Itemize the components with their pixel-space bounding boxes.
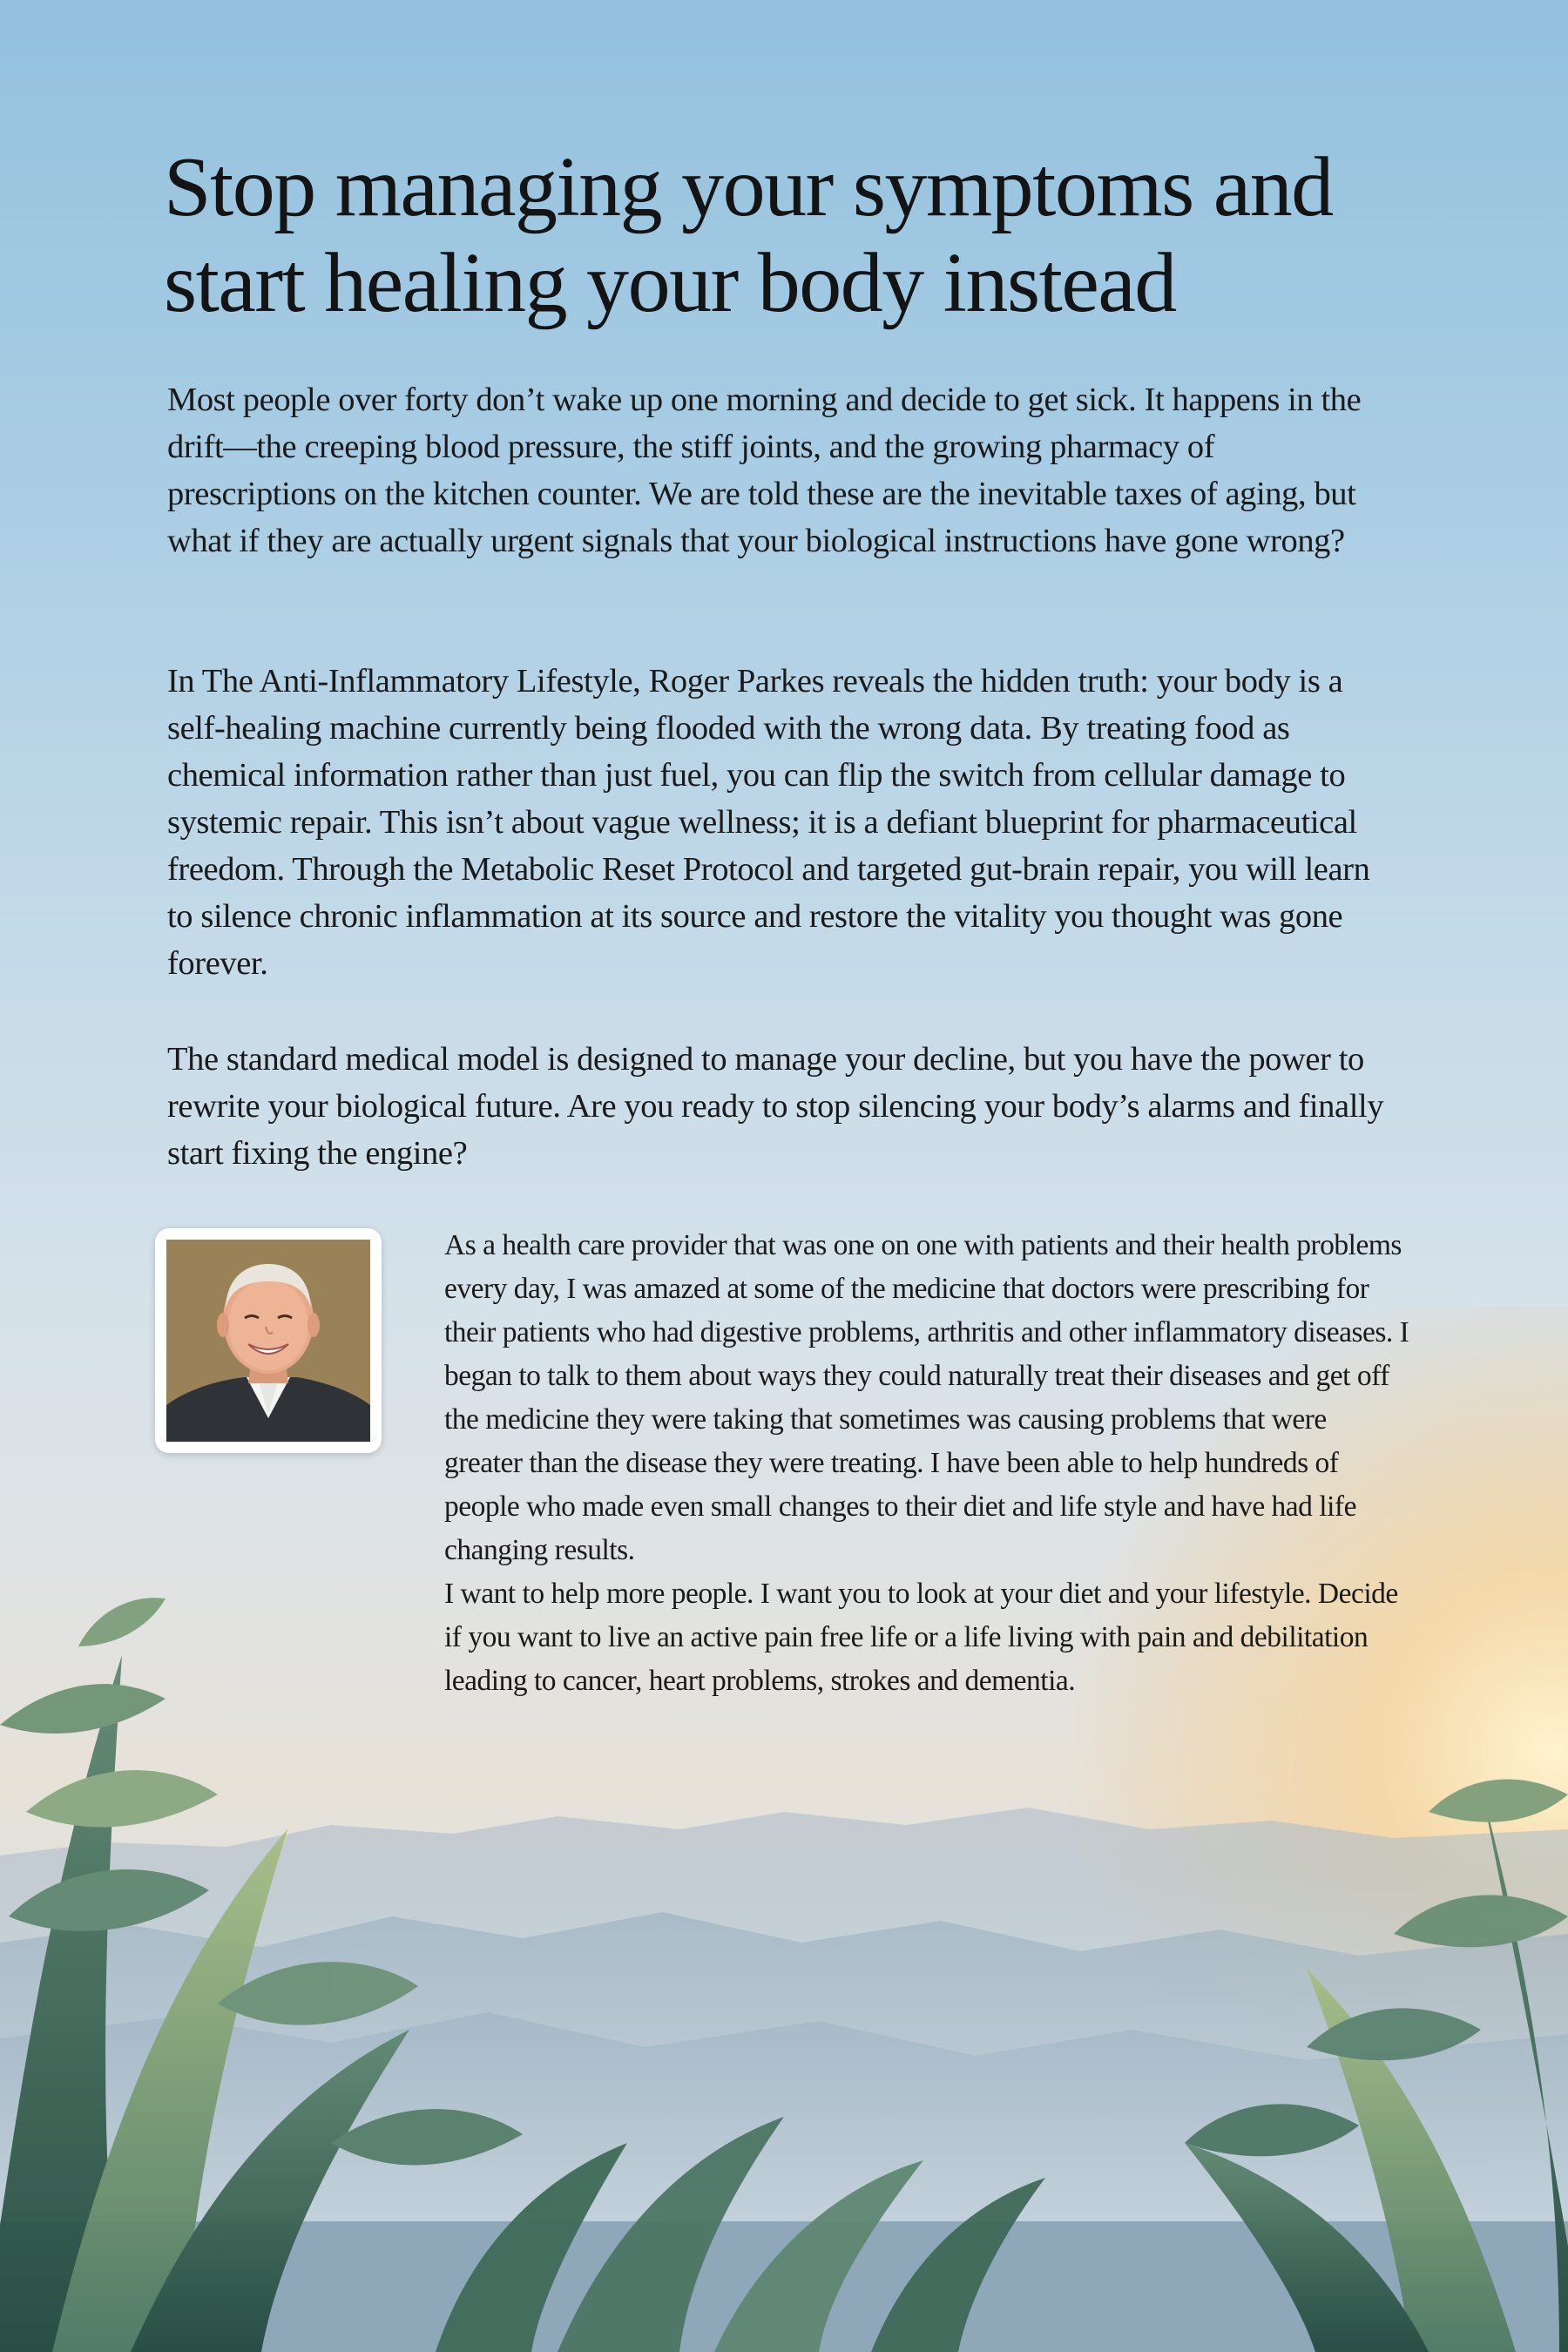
author-photo — [155, 1228, 382, 1453]
call-to-action-paragraph: The standard medical model is designed to manage your decline, but you have the power to rewrite your biological future. Are you ready to stop silencing your body’s alarms and finally start fixing the engine? — [167, 1041, 1384, 1172]
author-portrait-image — [166, 1240, 370, 1442]
intro-paragraph: Most people over forty don’t wake up one morning and decide to get sick. It happens in the drift—the creeping blood pressure, the stiff joints, and the growing pharmacy of prescriptions on the kitchen counter. We are told these are the inevitable taxes of aging, but what if they are actually urgent signals that your biological instructions have gone wrong? — [167, 382, 1362, 559]
author-bio-paragraph: As a health care provider that was one on one with patients and their health problems every day, I was amazed at some of the medicine that doctors were prescribing for their patients who had digestive problems, arthritis and other inflammatory diseases. I began to talk to them about ways they could naturally treat their diseases and get off the medicine they were taking that sometimes was causing problems that were greater than the disease they were treating. I have been able to help hundreds of people who made even small changes to their diet and life style and have had life changing results. — [444, 1229, 1409, 1566]
page-title: Stop managing your symptoms and start healing your body instead — [164, 140, 1333, 330]
author-bio — [444, 1224, 1411, 1703]
book-description-paragraph: In The Anti-Inflammatory Lifestyle, Roger Parkes reveals the hidden truth: your body is a self-healing machine currently being flooded with the wrong data. By treating food as chemical information rather than just fuel, you can flip the switch from cellular damage to systemic repair. This isn’t about vague wellness; it is a defiant blueprint for pharmaceutical freedom. Through the Metabolic Reset Protocol and targeted gut-brain repair, you will learn to silence chronic inflammation at its source and restore the vitality you thought was gone forever. — [167, 663, 1370, 982]
author-bio-paragraph: I want to help more people. I want you to look at your diet and your lifestyle. Decide if you want to live an active pain free life or a life living with pain and debilitation leading to cancer, heart problems, strokes and dementia. — [444, 1578, 1398, 1697]
